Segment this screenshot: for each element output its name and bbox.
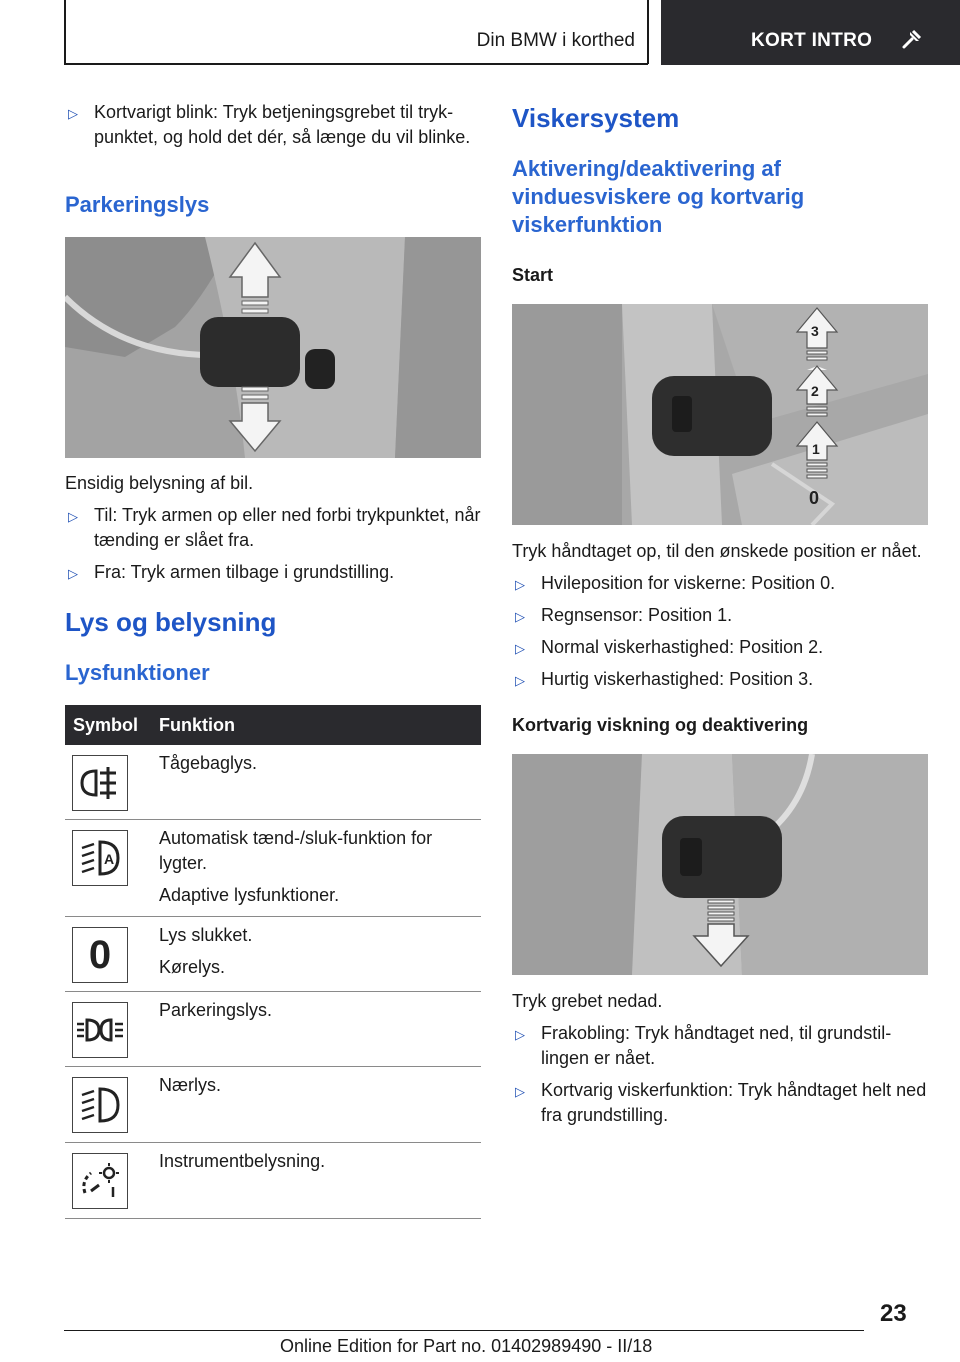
table-header [65, 705, 481, 745]
bullet-triangle-icon: ▷ [68, 566, 78, 581]
header-rule-left [64, 0, 66, 64]
light-functions-table [65, 705, 481, 1219]
parking-light-icon [72, 1002, 128, 1058]
svg-text:1: 1 [812, 441, 820, 457]
svg-text:3: 3 [811, 323, 819, 339]
low-beam-icon [72, 1077, 128, 1133]
list-item: ▷ Fra: Tryk armen tilbage i grundstilling. [65, 560, 481, 585]
wiper-heading: Viskersystem [512, 103, 680, 133]
column-header-symbol: Symbol [73, 714, 139, 735]
table-row: Nærlys. [65, 1067, 481, 1143]
instrument-lighting-icon [72, 1153, 128, 1209]
bullet-triangle-icon: ▷ [515, 641, 525, 656]
svg-text:2: 2 [811, 383, 819, 399]
table-row: 0 Lys slukket. Kørelys. [65, 917, 481, 992]
header-rule-bottom [64, 63, 648, 65]
parking-caption: Ensidig belysning af bil. [65, 473, 254, 493]
column-header-function: Funktion [159, 714, 235, 735]
svg-text:A: A [104, 851, 115, 867]
short-wipe-caption: Tryk grebet nedad. [512, 991, 663, 1011]
edition-note: Online Edition for Part no. 01402989490 - II/18 [280, 1336, 653, 1356]
list-item: ▷ Normal viskerhastighed: Position 2. [512, 635, 928, 660]
left-column [65, 100, 481, 1219]
light-off-icon: 0 [72, 927, 128, 983]
list-item: ▷ Hurtig viskerhastighed: Position 3. [512, 667, 928, 692]
short-wipe-heading: Kortvarig viskning og deaktivering [512, 715, 809, 735]
table-row: Instrumentbelysning. [65, 1143, 481, 1219]
parking-light-photo [65, 237, 481, 458]
lights-subheading: Lysfunktioner [65, 660, 210, 685]
list-item: ▷ Hvileposition for viskerne: Position 0. [512, 571, 928, 596]
position-0-label: 0 [809, 488, 820, 508]
bullet-triangle-icon: ▷ [515, 609, 525, 624]
start-caption: Tryk håndtaget op, til den ønskede position er nået. [512, 541, 922, 561]
page-number: 23 [880, 1300, 907, 1327]
bullet-triangle-icon: ▷ [515, 577, 525, 592]
table-row: A Automatisk tænd-/sluk-funktion for lygter. Adaptive lysfunktioner. [65, 820, 481, 917]
parking-heading: Parkeringslys [65, 192, 210, 217]
right-column [512, 100, 928, 1135]
header-rule-right [647, 0, 649, 64]
wiper-subheading: Aktivering/deaktivering af vinduesviskere og kortvarig viskerfunktion [512, 156, 805, 237]
list-item: ▷ Kortvarig viskerfunktion: Tryk håndtaget helt ned fra grundstilling. [515, 1080, 927, 1125]
lights-heading: Lys og belysning [65, 607, 277, 637]
start-heading: Start [512, 265, 554, 285]
bullet-triangle-icon: ▷ [68, 106, 78, 121]
list-item: ▷ Regnsensor: Position 1. [512, 603, 928, 628]
bullet-triangle-icon: ▷ [68, 509, 78, 524]
fog-light-icon [72, 755, 128, 811]
bullet-triangle-icon: ▷ [515, 673, 525, 688]
section-tab [661, 0, 960, 65]
bullet-triangle-icon: ▷ [515, 1027, 525, 1042]
auto-headlight-icon [72, 830, 128, 886]
bullet-triangle-icon: ▷ [515, 1084, 525, 1099]
section-title: KORT INTRO [751, 30, 873, 51]
chapter-title: Din BMW i korthed [476, 30, 635, 51]
wiper-positions-photo [512, 304, 928, 525]
list-item: ▷ Kortvarigt blink: Tryk betjeningsgrebet til tryk-punktet, og hold det dér, så længe du vil blinke. [68, 102, 471, 147]
table-row: Tågebaglys. [65, 745, 481, 820]
short-wipe-photo [512, 754, 928, 975]
quick-intro-icon [901, 28, 923, 55]
list-item: ▷ Til: Tryk armen op eller ned forbi trykpunktet, når tænding er slået fra. [68, 505, 481, 550]
footer-rule [64, 1330, 864, 1331]
table-row: Parkeringslys. [65, 992, 481, 1067]
list-item: ▷ Frakobling: Tryk håndtaget ned, til grundstil-lingen er nået. [515, 1023, 892, 1068]
